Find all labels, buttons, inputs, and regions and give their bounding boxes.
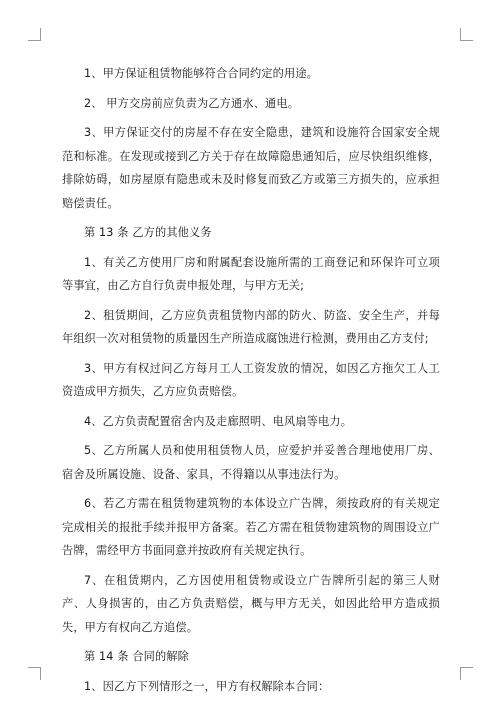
crop-mark-bottom-left <box>28 667 41 680</box>
obligation-2: 2、租赁期间，乙方应负责租赁物内部的防火、防盗、安全生产，并每年组织一次对租赁物的质量因生产所造成腐蚀进行检测，费用由乙方支付; <box>62 308 440 345</box>
clause-2: 2、 甲方交房前应负责为乙方通水、通电。 <box>84 96 300 110</box>
document-body <box>62 62 440 704</box>
obligation-1: 1、有关乙方使用厂房和附属配套设施所需的工商登记和环保许可立项等事宜，由乙方自行负责申报处理，与甲方无关; <box>62 255 440 292</box>
crop-mark-top-left <box>28 28 41 41</box>
obligation-3: 3、甲方有权过问乙方每月工人工资发放的情况，如因乙方拖欠工人工资造成甲方损失，乙方应负责赔偿。 <box>62 361 440 398</box>
obligation-5: 5、乙方所属人员和使用租赁物人员，应爱护并妥善合理地使用厂房、宿舍及所属设施、设备、家具，不得籍以从事违法行为。 <box>62 444 440 481</box>
section-heading-14: 第 14 条 合同的解除 <box>84 650 190 663</box>
obligation-7: 7、在租赁期内，乙方因使用租赁物或设立广告牌所引起的第三人财产、人身损害的，由乙方负责赔偿，概与甲方无关，如因此给甲方造成损失，甲方有权向乙方追偿。 <box>62 573 440 634</box>
crop-mark-bottom-right <box>460 667 473 680</box>
clause-3: 3、甲方保证交付的房屋不存在安全隐患，建筑和设施符合国家安全规范和标准。在发现或接到乙方关于存在故障隐患通知后，应尽快组织维修，排除妨碍，如房屋原有隐患或未及时修复而致乙方或第三方损失的，应承担赔偿责任。 <box>62 126 440 210</box>
obligation-4: 4、乙方负责配置宿舍内及走廊照明、电风扇等电力。 <box>84 414 353 428</box>
termination-1: 1、因乙方下列情形之一，甲方有权解除本合同： <box>84 679 330 693</box>
crop-mark-top-right <box>460 28 473 41</box>
section-heading-13: 第 13 条 乙方的其他义务 <box>84 226 212 239</box>
clause-1: 1、甲方保证租赁物能够符合合同约定的用途。 <box>84 67 319 80</box>
obligation-6: 6、若乙方需在租赁物建筑物的本体设立广告牌，须按政府的有关规定完成相关的报批手续并报甲方备案。若乙方需在租赁物建筑物的周围设立广告牌，需经甲方书面同意并按政府有关规定执行。 <box>62 497 440 557</box>
